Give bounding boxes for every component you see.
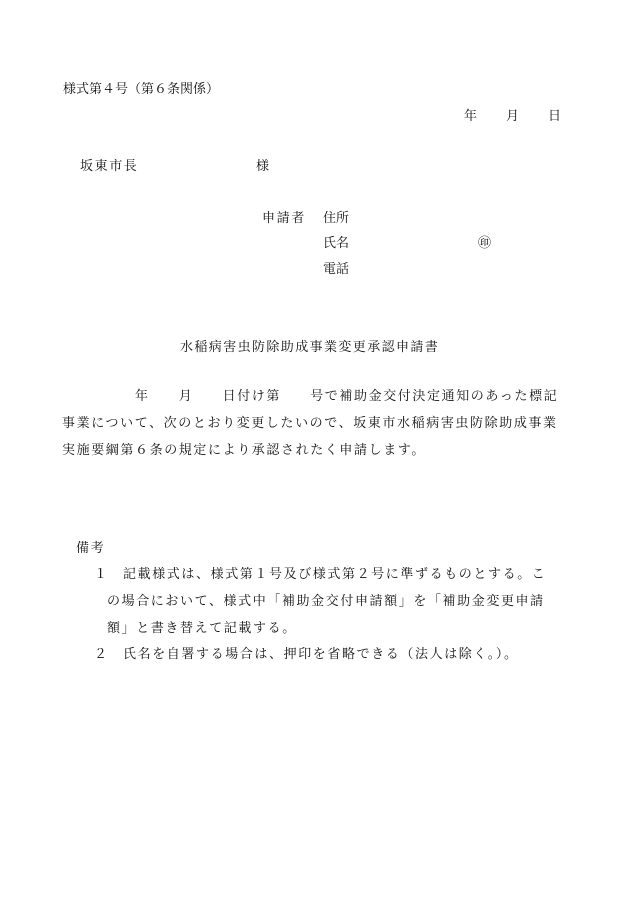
- body-paragraph: [62, 383, 558, 464]
- seal-mark: ㊞: [478, 236, 492, 251]
- remark-line: 氏名を自署する場合は、押印を省略できる（法人は除く。）。: [123, 647, 519, 662]
- applicant-label: 申請者: [262, 211, 306, 226]
- remark-line: の場合において、様式中「補助金交付申請額」を「補助金変更申請: [107, 594, 545, 609]
- document-title: 水稲病害虫防除助成事業変更承認申請書: [180, 340, 440, 355]
- form-label: 様式第４号（第６条関係）: [63, 82, 220, 97]
- address-label: 住所: [323, 211, 350, 226]
- name-label: 氏名: [323, 236, 350, 251]
- body-line: 事業について、次のとおり変更したいので、坂東市水稲病害虫防除助成事業: [62, 416, 558, 431]
- body-line: 実施要綱第６条の規定により承認されたく申請します。: [62, 443, 426, 458]
- body-line: 年 月 日付け第 号で補助金交付決定通知のあった標記: [62, 389, 559, 404]
- remark-item-2-number: ２: [94, 647, 108, 662]
- phone-label: 電話: [323, 262, 350, 277]
- remark-line: 記載様式は、様式第１号及び様式第２号に準ずるものとする。こ: [123, 567, 547, 582]
- addressee-name: 坂東市長: [80, 159, 139, 174]
- remark-item-1-number: １: [94, 567, 108, 582]
- remark-item-1-continuation: [107, 588, 545, 642]
- date-line: 年 月 日: [464, 109, 563, 124]
- addressee-honorific: 様: [256, 159, 270, 174]
- remark-line: 額」と書き替えて記載する。: [107, 621, 297, 636]
- remark-item-2-text: [123, 641, 519, 668]
- remark-item-1-text: [123, 561, 546, 588]
- remarks-heading: 備考: [76, 541, 106, 556]
